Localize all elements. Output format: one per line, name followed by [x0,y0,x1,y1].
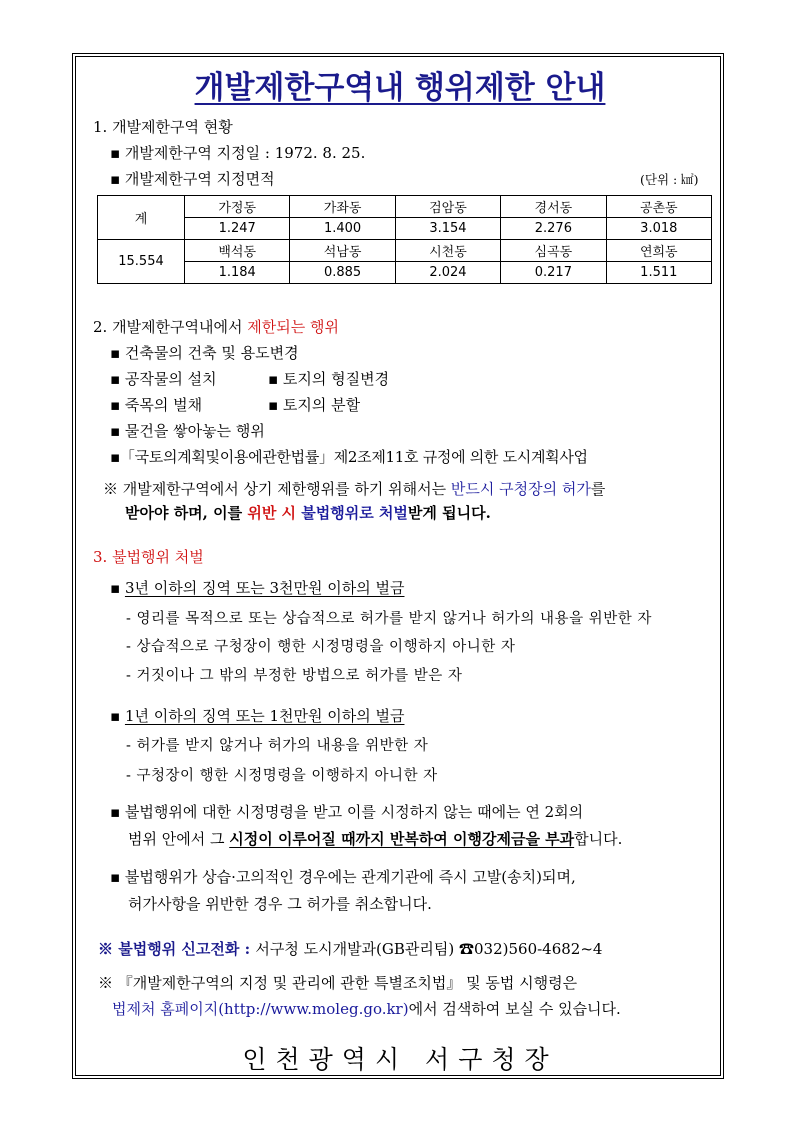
restricted-item: ▪ 건축물의 건축 및 용도변경 [110,344,299,362]
total-label-cell: 계 [98,196,185,240]
penalty-heading [110,705,404,726]
fine-text: 합니다. [574,830,623,848]
table-cell: 시천동 [395,240,500,262]
issuer-signature: 인천광역시 서구청장 [242,1045,558,1074]
total-value-cell: 15.554 [98,240,185,284]
fine-line2 [128,828,622,849]
unit-label: (단위 : ㎢) [640,172,699,187]
table-row [98,196,712,218]
section2-heading [93,316,339,337]
table-cell: 석남동 [290,240,395,262]
table-cell: 2.276 [501,218,606,240]
penalty-text: 3년 이하의 징역 또는 3천만원 이하의 벌금 [124,579,405,597]
restricted-item: ▪ 죽목의 벌채 [110,396,203,414]
contact-label: ※ 불법행위 신고전화 : [98,940,256,958]
penalty-item: - 상습적으로 구청장이 행한 시정명령을 이행하지 아니한 자 [126,639,516,655]
restricted-item: ▪ 토지의 형질변경 [268,370,390,388]
table-row [98,262,712,284]
table-cell: 가정동 [185,196,290,218]
restricted-item: ▪ 물건을 쌓아놓는 행위 [110,422,265,440]
bullet: ▪ [110,707,125,725]
table-cell: 공촌동 [606,196,711,218]
table-cell: 심곡동 [501,240,606,262]
table-cell: 연희동 [606,240,711,262]
section2-heading-highlight: 제한되는 행위 [247,318,339,336]
bullet: ▪ [110,579,125,597]
penalty-text: 1년 이하의 징역 또는 1천만원 이하의 벌금 [124,707,405,725]
contact-text: 서구청 도시개발과(GB관리팀) ☎032)560-4682~4 [255,940,603,958]
table-cell: 2.024 [395,262,500,284]
designation-area-label: ▪ 개발제한구역 지정면적 [110,170,275,188]
table-row [98,240,712,262]
table-cell: 경서동 [501,196,606,218]
fine-emphasis: 시정이 이루어질 때까지 반복하여 이행강제금을 부과 [229,830,575,848]
note-blue: 불법행위로 처벌 [301,504,408,522]
law-note-line1: ※ 『개발제한구역의 지정 및 관리에 관한 특별조치법』 및 동법 시행령은 [98,974,578,992]
penalty-item: - 영리를 목적으로 또는 상습적으로 허가를 받지 않거나 허가의 내용을 위반한 자 [126,611,652,627]
table-cell: 1.184 [185,262,290,284]
note-text: 를 [590,480,606,498]
table-cell: 가좌동 [290,196,395,218]
table-cell: 3.018 [606,218,711,240]
table-cell: 0.217 [501,262,606,284]
permit-note-line1 [103,478,605,499]
permit-note-line2 [125,502,491,523]
contact-line [98,938,602,959]
table-cell: 1.400 [290,218,395,240]
note-text: 받아야 하며, 이를 [125,504,248,522]
note-text: ※ 개발제한구역에서 상기 제한행위를 하기 위해서는 [103,480,451,498]
fine-line1: ▪ 불법행위에 대한 시정명령을 받고 이를 시정하지 않는 때에는 연 2회의 [110,803,584,821]
table-row [98,218,712,240]
section3-heading: 3. 불법행위 처벌 [93,548,204,566]
fine-text: 범위 안에서 그 [128,830,230,848]
penalty-item: - 허가를 받지 않거나 허가의 내용을 위반한 자 [126,738,429,754]
law-note-line2 [112,998,621,1019]
table-cell: 1.511 [606,262,711,284]
report-line1: ▪ 불법행위가 상습·고의적인 경우에는 관계기관에 즉시 고발(송치)되며, [110,868,576,886]
penalty-item: - 거짓이나 그 밖의 부정한 방법으로 허가를 받은 자 [126,668,463,684]
penalty-item: - 구청장이 행한 시정명령을 이행하지 아니한 자 [126,768,438,784]
note-red: 위반 시 [247,504,297,522]
section1-heading: 1. 개발제한구역 현황 [93,118,233,136]
table-cell: 3.154 [395,218,500,240]
restricted-item: ▪ 토지의 분할 [268,396,361,414]
section2-heading-text: 2. 개발제한구역내에서 [93,318,248,336]
law-note-text: 에서 검색하여 보실 수 있습니다. [408,1000,621,1018]
law-website: 법제처 홈페이지(http://www.moleg.go.kr) [112,1000,409,1018]
area-table [97,195,712,284]
table-cell: 1.247 [185,218,290,240]
note-highlight: 반드시 구청장의 허가 [450,480,591,498]
restricted-item: ▪ 공작물의 설치 [110,370,217,388]
page-title: 개발제한구역내 행위제한 안내 [194,70,606,106]
restricted-item: ▪「국토의계획및이용에관한법률」제2조제11호 규정에 의한 도시계획사업 [110,448,588,466]
report-line2: 허가사항을 위반한 경우 그 허가를 취소합니다. [128,895,432,913]
designation-date: ▪ 개발제한구역 지정일 : 1972. 8. 25. [110,144,366,162]
table-cell: 0.885 [290,262,395,284]
table-cell: 백석동 [185,240,290,262]
table-cell: 검암동 [395,196,500,218]
note-text: 받게 됩니다. [407,504,491,522]
penalty-heading [110,577,404,598]
